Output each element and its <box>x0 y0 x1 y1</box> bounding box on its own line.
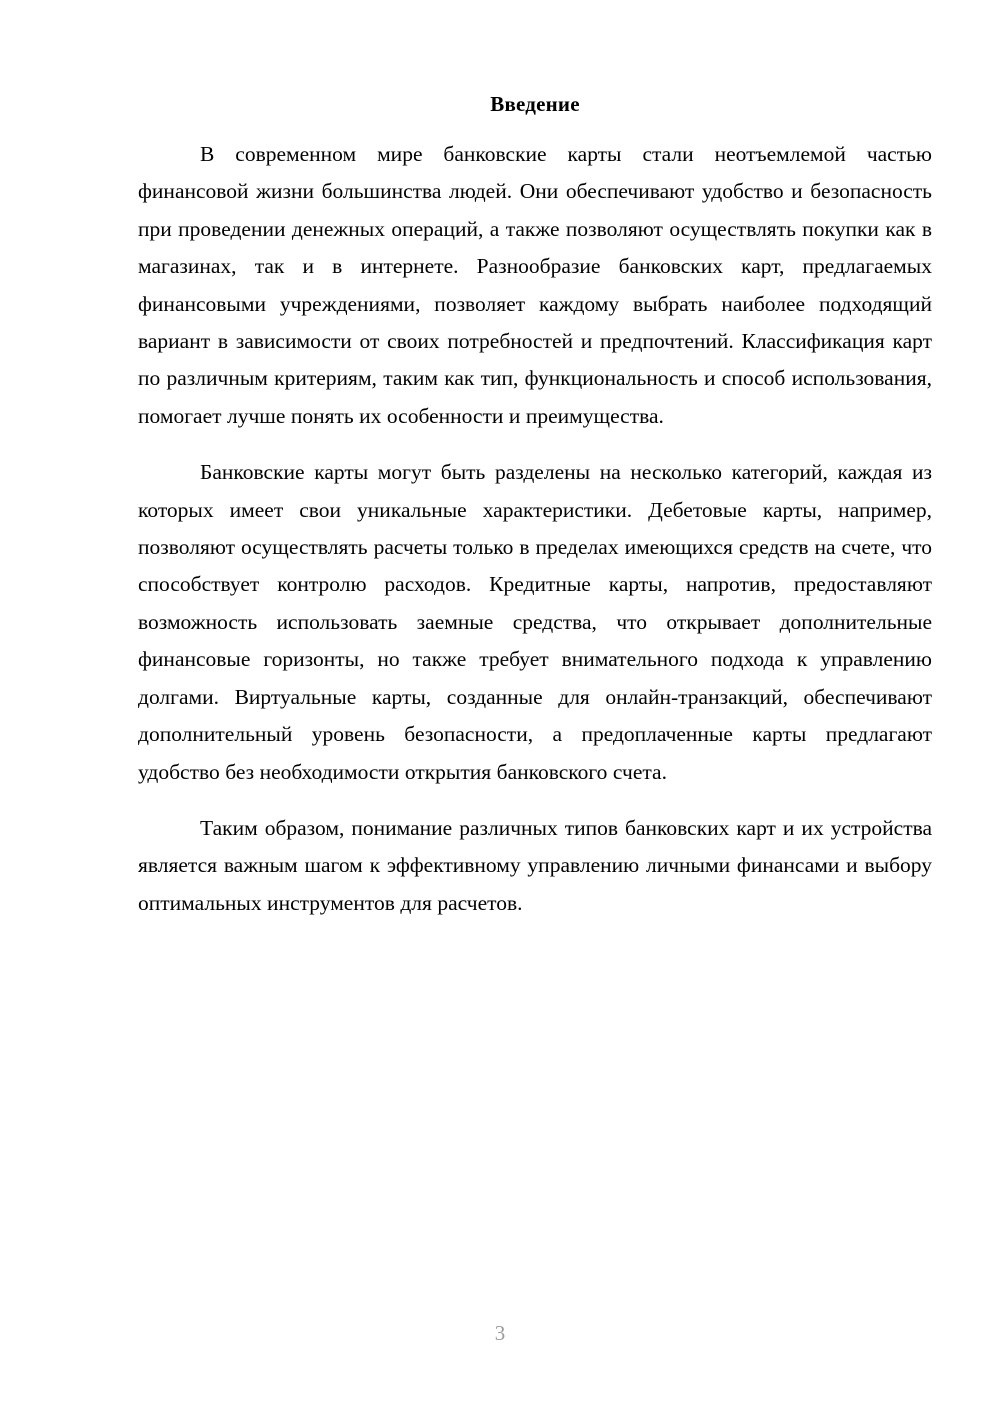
body-paragraph: Таким образом, понимание различных типов банковских карт и их устройства является важным шагом к эффективному управлению личными финансами и выбору оптимальных инструментов для расчетов. <box>138 815 932 915</box>
body-paragraph: В современном мире банковские карты стали неотъемлемой частью финансовой жизни большинства людей. Они обеспечивают удобство и безопасность при проведении денежных операций, а также позволяют осуществлять покупки как в магазинах, так и в интернете. Разнообразие банковских карт, предлагаемых финансовыми учреждениями, позволяет каждому выбрать наиболее подходящий вариант в зависимости от своих потребностей и предпочтений. Классификация карт по различным критериям, таким как тип, функциональность и способ использования, помогает лучше понять их особенности и преимущества. <box>138 142 932 428</box>
page-number: 3 <box>494 1321 506 1345</box>
page-content <box>138 88 932 922</box>
body-paragraph: Банковские карты могут быть разделены на несколько категорий, каждая из которых имеет свои уникальные характеристики. Дебетовые карты, например, позволяют осуществлять расчеты только в пределах имеющихся средств на счете, что способствует контролю расходов. Кредитные карты, напротив, предоставляют возможность использовать заемные средства, что открывает дополнительные финансовые горизонты, но также требует внимательного подхода к управлению долгами. Виртуальные карты, созданные для онлайн-транзакций, обеспечивают дополнительный уровень безопасности, а предоплаченные карты предлагают удобство без необходимости открытия банковского счета. <box>138 460 932 784</box>
page-title: Введение <box>490 92 580 116</box>
